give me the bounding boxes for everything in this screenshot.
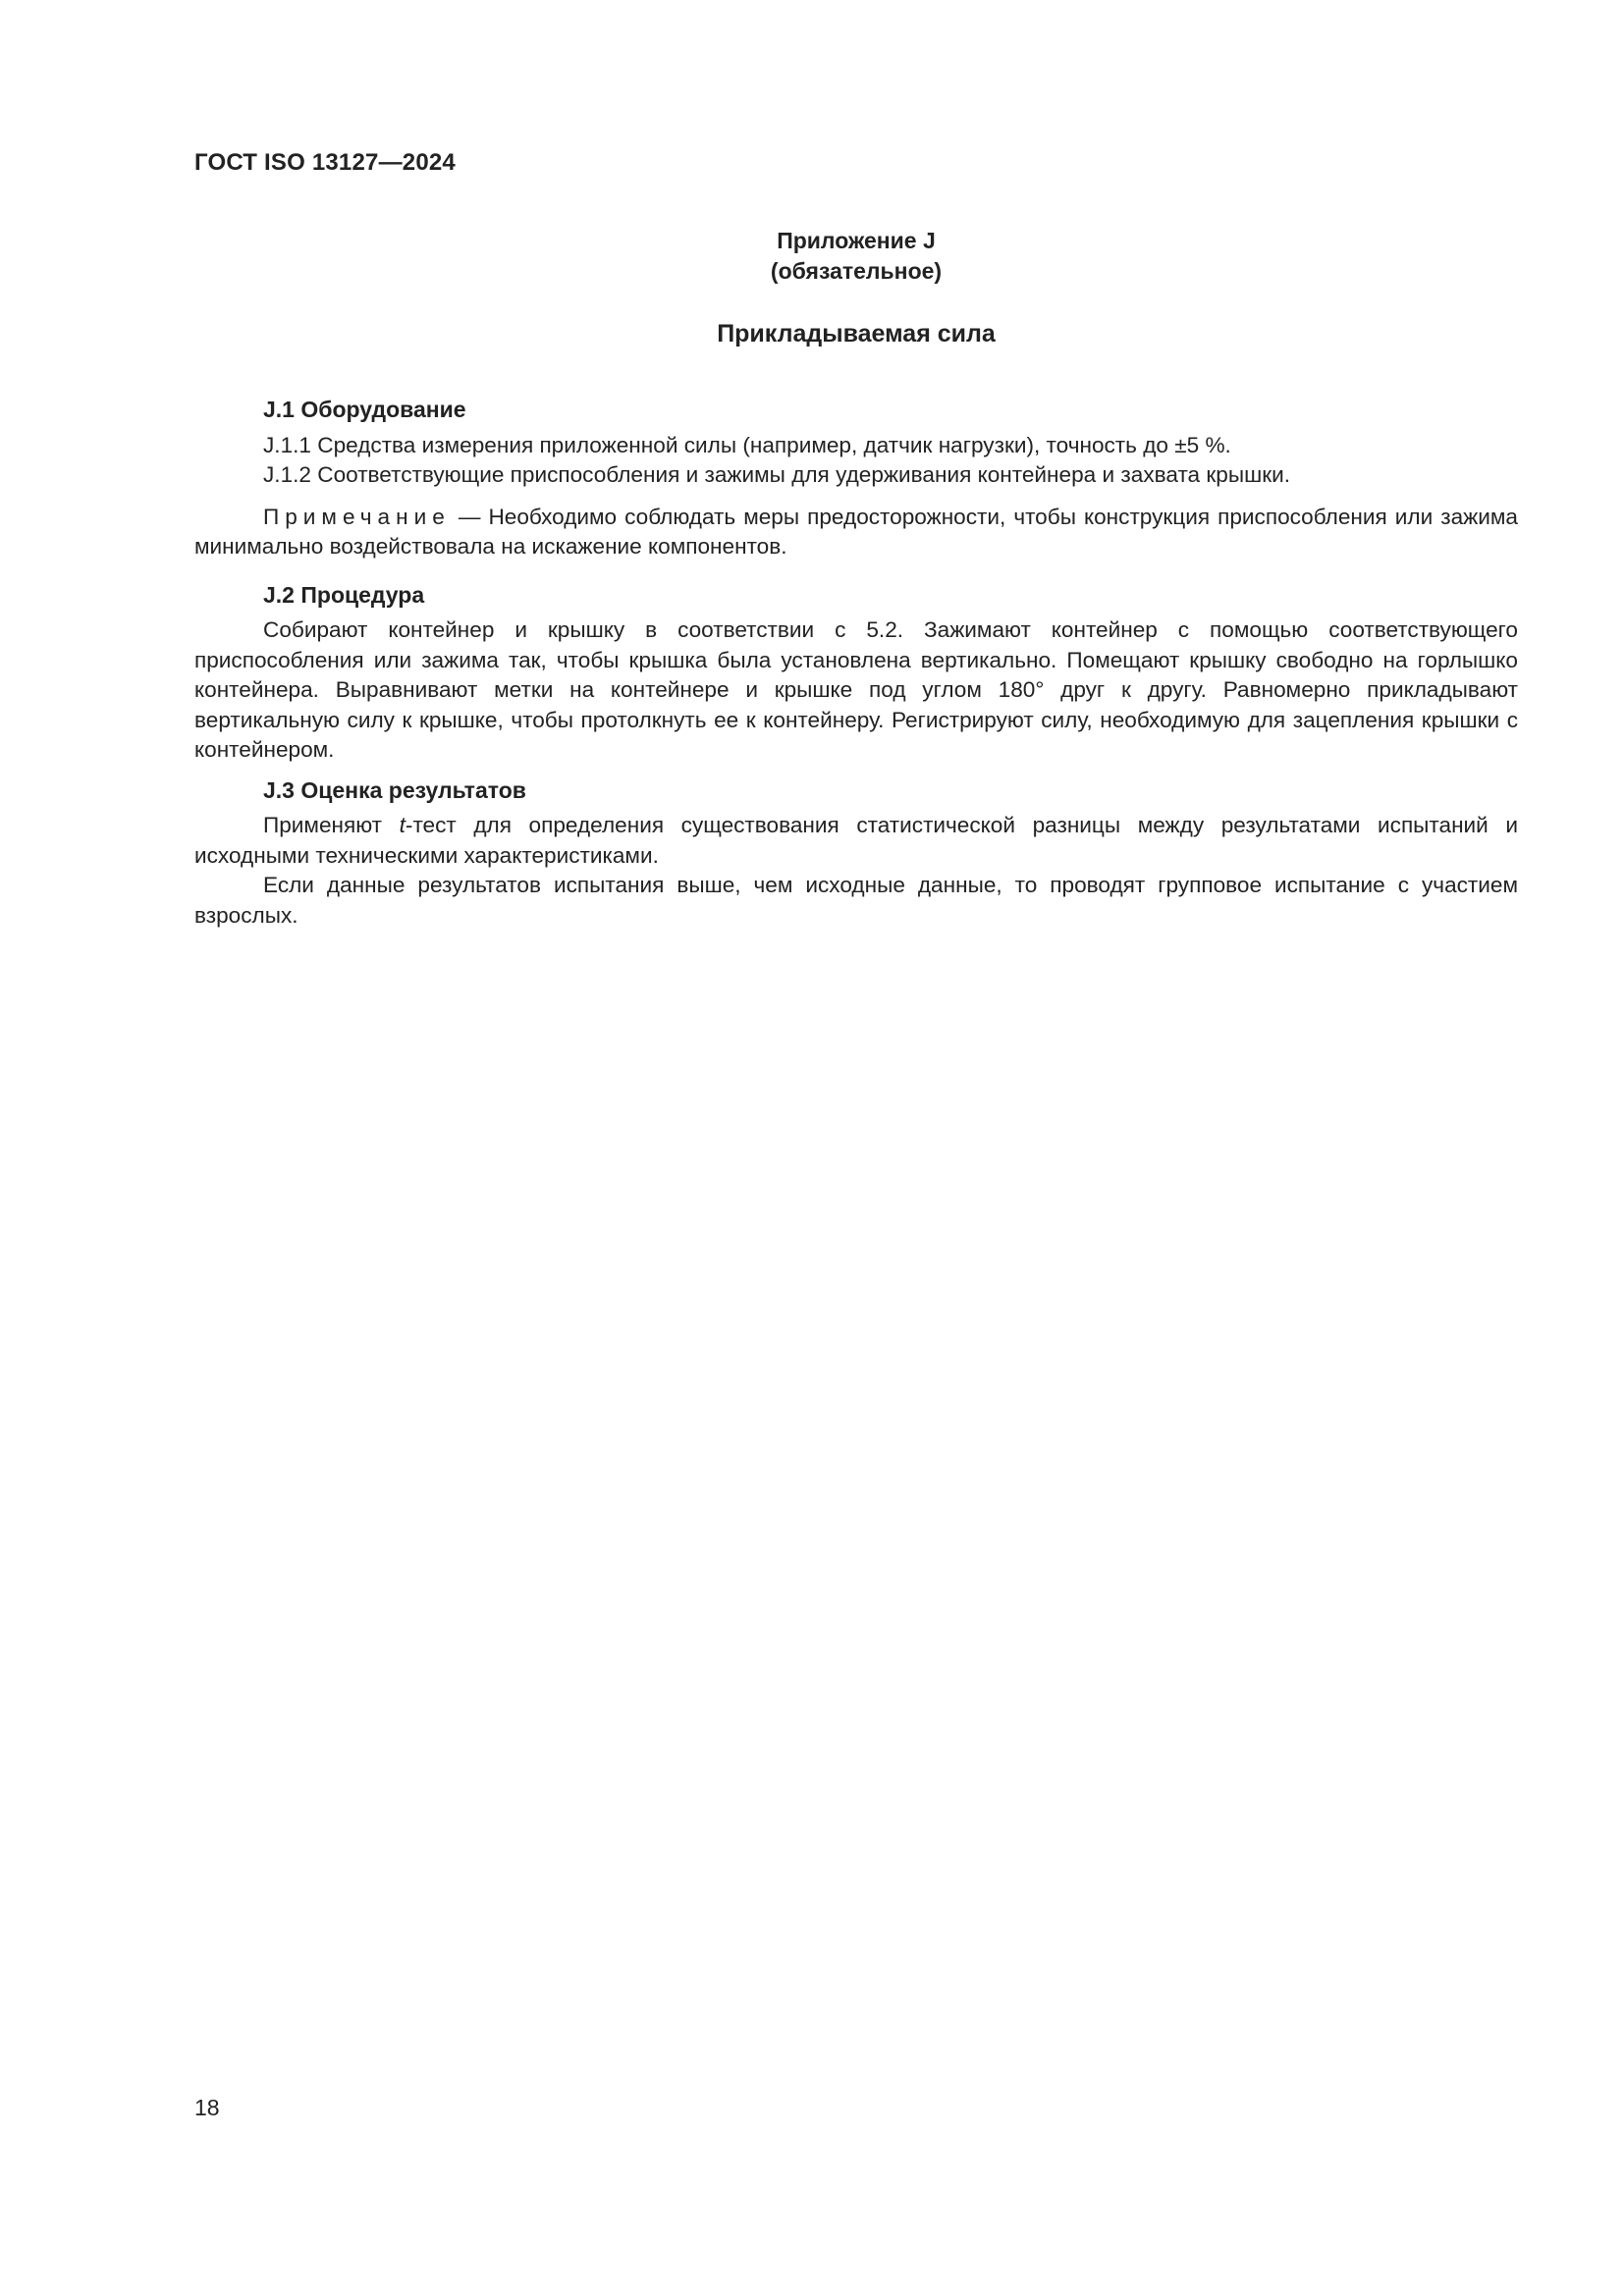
appendix-title: Прикладываемая сила: [717, 320, 996, 347]
document-page: [194, 0, 1518, 2296]
appendix-label: Приложение J: [777, 228, 936, 253]
note-text: — Необходимо соблюдать меры предосторожности, чтобы конструкция приспособления или зажима минимально воздействовала на искажение компонентов.: [194, 504, 1518, 559]
equipment-item-1: J.1.1 Средства измерения приложенной силы (например, датчик нагрузки), точность до ±5 %.: [263, 432, 1231, 457]
appendix-label-block: [194, 226, 1518, 287]
document-body: [194, 395, 1518, 931]
note-label: Примечание: [263, 504, 451, 529]
section-heading-equipment: J.1 Оборудование: [263, 397, 466, 422]
evaluation-p1-prefix: Применяют: [263, 813, 400, 837]
procedure-text: Собирают контейнер и крышку в соответствии с 5.2. Зажимают контейнер с помощью соответствующего приспособления или зажима так, чтобы крышка была установлена вертикально. Помещают крышку свободно на горлышко контейнера. Выравнивают метки на контейнере и крышке под углом 180° друг к другу. Равномерно прикладывают вертикальную силу к крышке, чтобы протолкнуть ее к контейнеру. Регистрируют силу, необходимую для зацепления крышки с контейнером.: [194, 617, 1518, 762]
equipment-note: [194, 503, 1518, 562]
page-number: 18: [194, 2095, 220, 2120]
document-id-header: ГОСТ ISO 13127—2024: [194, 149, 456, 176]
section-heading-procedure: J.2 Процедура: [263, 581, 425, 608]
equipment-item-2: J.1.2 Соответствующие приспособления и зажимы для удерживания контейнера и захвата крышки.: [263, 462, 1290, 487]
evaluation-p1-italic: t: [399, 813, 406, 837]
evaluation-p1-suffix: -тест для определения существования статистической разницы между результатами испытаний и исходными техническими характеристиками.: [194, 813, 1519, 868]
evaluation-paragraph-2: Если данные результатов испытания выше, чем исходные данные, то проводят групповое испытание с участием взрослых.: [194, 873, 1518, 928]
evaluation-paragraph-1: [194, 811, 1518, 871]
section-heading-evaluation: J.3 Оценка результатов: [263, 776, 526, 803]
appendix-status: (обязательное): [770, 258, 943, 284]
